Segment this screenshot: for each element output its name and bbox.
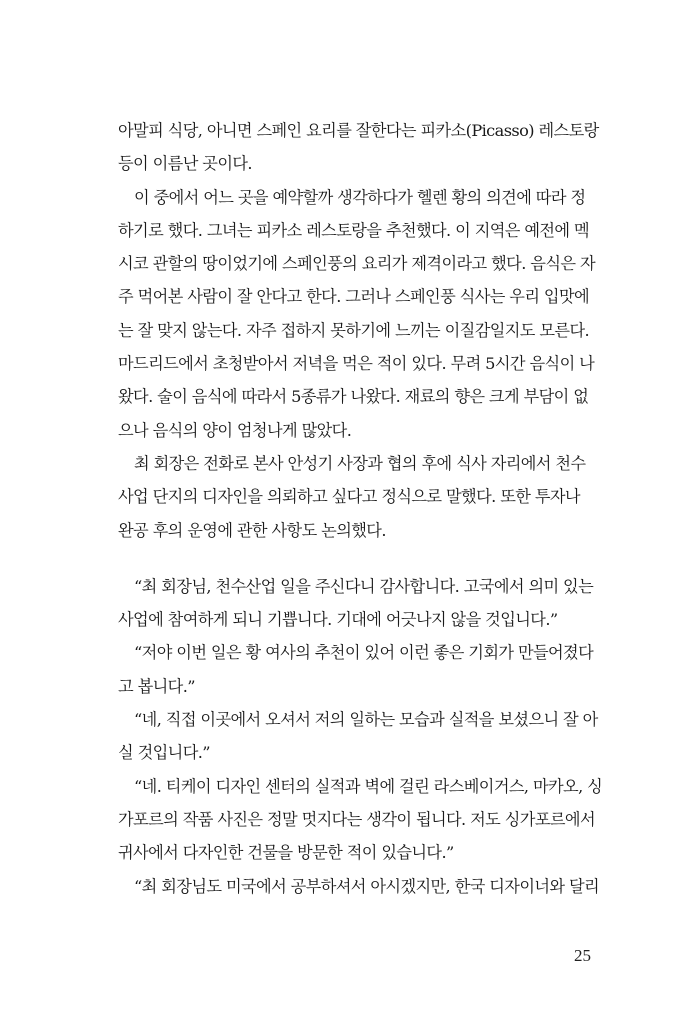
paragraph-gap (118, 547, 579, 570)
text-line: 최 회장은 전화로 본사 안성기 사장과 협의 후에 식사 자리에서 천수 (134, 453, 586, 473)
text-line: “최 회장님도 미국에서 공부하셔서 아시겠지만, 한국 디자이너와 달리 (134, 876, 600, 896)
text-line: 실 것입니다.” (118, 743, 210, 763)
text-line: 귀사에서 다자인한 건물을 방문한 적이 있습니다.” (118, 843, 454, 863)
text-line: 왔다. 술이 음식에 따라서 5종류가 나왔다. 재료의 향은 크게 부담이 없 (118, 387, 589, 407)
text-line: 사업 단지의 디자인을 의뢰하고 싶다고 정식으로 말했다. 또한 투자나 (118, 487, 580, 507)
text-line: “네. 티케이 디자인 센터의 실적과 벽에 걸린 라스베이거스, 마카오, 싱 (134, 776, 603, 796)
page-number: 25 (574, 946, 591, 965)
text-line: 가포르의 작품 사진은 정말 멋지다는 생각이 됩니다. 저도 싱가포르에서 (118, 809, 595, 829)
text-line: 등이 이름난 곳이다. (118, 154, 252, 174)
text-line: 시코 관할의 땅이었기에 스페인풍의 요리가 제격이라고 했다. 음식은 자 (118, 254, 595, 274)
text-line: 마드리드에서 초청받아서 저녁을 먹은 적이 있다. 무려 5시간 음식이 나 (118, 354, 595, 374)
text-line: 사업에 참여하게 되니 기쁩니다. 기대에 어긋나지 않을 것입니다.” (118, 610, 558, 630)
text-line: 아말피 식당, 아니면 스페인 요리를 잘한다는 피카소(Picasso) 레스토랑 (118, 121, 599, 140)
body-text (118, 114, 603, 903)
text-line: “저야 이번 일은 황 여사의 추천이 있어 이런 좋은 기회가 만들어졌다 (134, 643, 594, 663)
text-line: 고 봅니다.” (118, 676, 195, 696)
text-line: 는 잘 맞지 않는다. 자주 접하지 못하기에 느끼는 이질감일지도 모른다. (118, 320, 590, 340)
text-line: “최 회장님, 천수산업 일을 주신다니 감사합니다. 고국에서 의미 있는 (134, 576, 594, 596)
text-line: 하기로 했다. 그녀는 피카소 레스토랑을 추천했다. 이 지역은 예전에 멕 (118, 220, 590, 240)
text-line: 이 중에서 어느 곳을 예약할까 생각하다가 헬렌 황의 의견에 따라 정 (134, 187, 586, 207)
text-line: 으나 음식의 양이 엄청나게 많았다. (118, 420, 352, 440)
text-line: 완공 후의 운영에 관한 사항도 논의했다. (118, 520, 386, 540)
text-line: 주 먹어본 사람이 잘 안다고 한다. 그러나 스페인풍 식사는 우리 입맛에 (118, 287, 590, 307)
text-line: “네, 직접 이곳에서 오셔서 저의 일하는 모습과 실적을 보셨으니 잘 아 (134, 710, 598, 730)
